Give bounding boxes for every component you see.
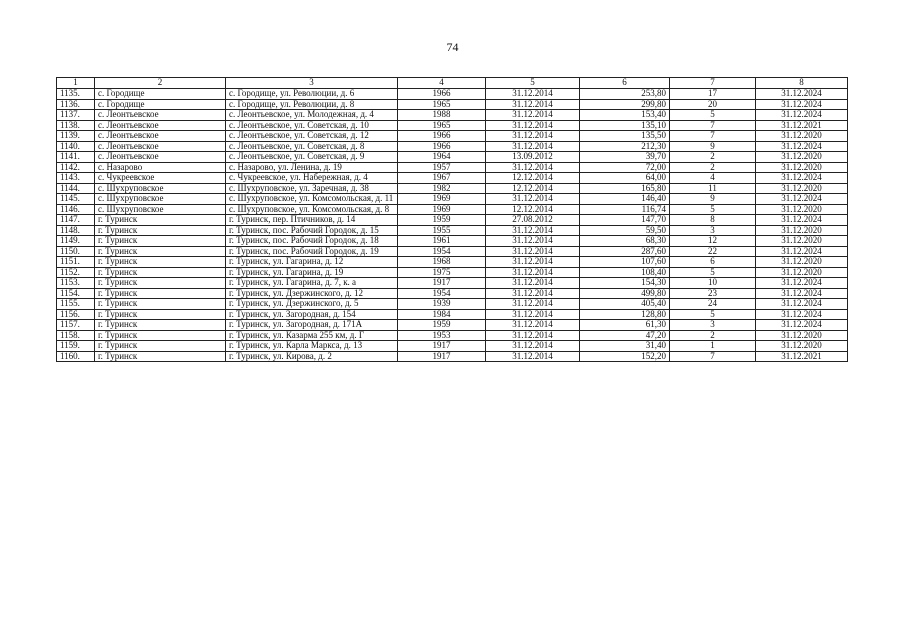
residents-count-cell: 23: [670, 288, 756, 299]
settlement-name-cell: с. Шухруповское: [95, 204, 226, 215]
row-number-cell: 1154.: [57, 288, 95, 299]
settlement-name-cell: г. Туринск: [95, 330, 226, 341]
address-cell: г. Туринск, ул. Дзержинского, д. 5: [226, 299, 398, 310]
residents-count-cell: 3: [670, 225, 756, 236]
survey-date-cell: 31.12.2014: [486, 225, 580, 236]
survey-date-cell: 31.12.2014: [486, 278, 580, 289]
build-year-cell: 1969: [398, 194, 486, 205]
address-cell: с. Назарово, ул. Ленина, д. 19: [226, 162, 398, 173]
area-cell: 64,00: [580, 173, 670, 184]
deadline-date-cell: 31.12.2024: [756, 278, 848, 289]
build-year-cell: 1917: [398, 341, 486, 352]
table-row: [57, 246, 848, 257]
build-year-cell: 1961: [398, 236, 486, 247]
residents-count-cell: 7: [670, 131, 756, 142]
residents-count-cell: 2: [670, 162, 756, 173]
table-row: [57, 141, 848, 152]
row-number-cell: 1152.: [57, 267, 95, 278]
address-cell: с. Чукреевское, ул. Набережная, д. 4: [226, 173, 398, 184]
area-cell: 499,80: [580, 288, 670, 299]
address-cell: с. Леонтьевское, ул. Советская, д. 12: [226, 131, 398, 142]
address-cell: г. Туринск, ул. Загородная, д. 154: [226, 309, 398, 320]
settlement-name-cell: с. Леонтьевское: [95, 141, 226, 152]
deadline-date-cell: 31.12.2020: [756, 162, 848, 173]
area-cell: 72,00: [580, 162, 670, 173]
row-number-cell: 1138.: [57, 120, 95, 131]
residents-count-cell: 5: [670, 267, 756, 278]
address-cell: г. Туринск, пер. Птичников, д. 14: [226, 215, 398, 226]
row-number-cell: 1147.: [57, 215, 95, 226]
survey-date-cell: 31.12.2014: [486, 351, 580, 362]
area-cell: 116,74: [580, 204, 670, 215]
table-row: [57, 204, 848, 215]
area-cell: 287,60: [580, 246, 670, 257]
row-number-cell: 1135.: [57, 89, 95, 100]
deadline-date-cell: 31.12.2020: [756, 131, 848, 142]
table-row: [57, 99, 848, 110]
settlement-name-cell: с. Леонтьевское: [95, 120, 226, 131]
address-cell: г. Туринск, ул. Загородная, д. 171А: [226, 320, 398, 331]
column-header: 7: [670, 78, 756, 89]
residents-count-cell: 22: [670, 246, 756, 257]
survey-date-cell: 31.12.2014: [486, 162, 580, 173]
deadline-date-cell: 31.12.2020: [756, 257, 848, 268]
settlement-name-cell: г. Туринск: [95, 288, 226, 299]
settlement-name-cell: г. Туринск: [95, 267, 226, 278]
residents-count-cell: 3: [670, 320, 756, 331]
address-cell: г. Туринск, ул. Гагарина, д. 7, к. а: [226, 278, 398, 289]
address-cell: г. Туринск, ул. Кирова, д. 2: [226, 351, 398, 362]
settlement-name-cell: г. Туринск: [95, 236, 226, 247]
table-row: [57, 236, 848, 247]
row-number-cell: 1136.: [57, 99, 95, 110]
table-row: [57, 330, 848, 341]
table-row: [57, 225, 848, 236]
area-cell: 153,40: [580, 110, 670, 121]
residents-count-cell: 4: [670, 173, 756, 184]
deadline-date-cell: 31.12.2020: [756, 267, 848, 278]
survey-date-cell: 31.12.2014: [486, 246, 580, 257]
deadline-date-cell: 31.12.2024: [756, 173, 848, 184]
column-header: 2: [95, 78, 226, 89]
residents-count-cell: 9: [670, 194, 756, 205]
deadline-date-cell: 31.12.2024: [756, 215, 848, 226]
table-row: [57, 320, 848, 331]
address-cell: с. Леонтьевское, ул. Советская, д. 8: [226, 141, 398, 152]
deadline-date-cell: 31.12.2020: [756, 341, 848, 352]
row-number-cell: 1144.: [57, 183, 95, 194]
row-number-cell: 1149.: [57, 236, 95, 247]
deadline-date-cell: 31.12.2024: [756, 246, 848, 257]
residents-count-cell: 20: [670, 99, 756, 110]
residents-count-cell: 9: [670, 141, 756, 152]
address-cell: с. Леонтьевское, ул. Молодежная, д. 4: [226, 110, 398, 121]
settlement-name-cell: с. Городище: [95, 89, 226, 100]
row-number-cell: 1142.: [57, 162, 95, 173]
row-number-cell: 1159.: [57, 341, 95, 352]
settlement-name-cell: г. Туринск: [95, 351, 226, 362]
survey-date-cell: 12.12.2014: [486, 204, 580, 215]
address-cell: с. Городище, ул. Революции, д. 8: [226, 99, 398, 110]
settlement-name-cell: с. Шухруповское: [95, 194, 226, 205]
row-number-cell: 1137.: [57, 110, 95, 121]
survey-date-cell: 12.12.2014: [486, 183, 580, 194]
area-cell: 135,10: [580, 120, 670, 131]
address-cell: г. Туринск, пос. Рабочий Городок, д. 15: [226, 225, 398, 236]
table-row: [57, 131, 848, 142]
column-header: 3: [226, 78, 398, 89]
area-cell: 165,80: [580, 183, 670, 194]
table-row: [57, 110, 848, 121]
residents-count-cell: 17: [670, 89, 756, 100]
survey-date-cell: 13.09.2012: [486, 152, 580, 163]
row-number-cell: 1141.: [57, 152, 95, 163]
table-row: [57, 288, 848, 299]
area-cell: 107,60: [580, 257, 670, 268]
address-cell: с. Шухруповское, ул. Комсомольская, д. 8: [226, 204, 398, 215]
column-header: 1: [57, 78, 95, 89]
area-cell: 135,50: [580, 131, 670, 142]
deadline-date-cell: 31.12.2020: [756, 236, 848, 247]
survey-date-cell: 31.12.2014: [486, 341, 580, 352]
build-year-cell: 1984: [398, 309, 486, 320]
build-year-cell: 1969: [398, 204, 486, 215]
build-year-cell: 1953: [398, 330, 486, 341]
residents-count-cell: 5: [670, 204, 756, 215]
residents-count-cell: 7: [670, 120, 756, 131]
residents-count-cell: 10: [670, 278, 756, 289]
area-cell: 212,30: [580, 141, 670, 152]
deadline-date-cell: 31.12.2024: [756, 320, 848, 331]
area-cell: 253,80: [580, 89, 670, 100]
table-row: [57, 267, 848, 278]
area-cell: 147,70: [580, 215, 670, 226]
address-cell: г. Туринск, ул. Гагарина, д. 19: [226, 267, 398, 278]
build-year-cell: 1964: [398, 152, 486, 163]
address-cell: г. Туринск, пос. Рабочий Городок, д. 19: [226, 246, 398, 257]
settlement-name-cell: с. Леонтьевское: [95, 131, 226, 142]
address-cell: с. Городище, ул. Революции, д. 6: [226, 89, 398, 100]
address-cell: г. Туринск, ул. Гагарина, д. 12: [226, 257, 398, 268]
table-row: [57, 89, 848, 100]
residents-count-cell: 2: [670, 152, 756, 163]
row-number-cell: 1139.: [57, 131, 95, 142]
column-header: 4: [398, 78, 486, 89]
build-year-cell: 1957: [398, 162, 486, 173]
survey-date-cell: 31.12.2014: [486, 120, 580, 131]
table-row: [57, 299, 848, 310]
survey-date-cell: 31.12.2014: [486, 320, 580, 331]
row-number-cell: 1145.: [57, 194, 95, 205]
table-row: [57, 120, 848, 131]
row-number-cell: 1146.: [57, 204, 95, 215]
settlement-name-cell: г. Туринск: [95, 341, 226, 352]
housing-registry-table: [56, 77, 848, 362]
survey-date-cell: 31.12.2014: [486, 309, 580, 320]
row-number-cell: 1160.: [57, 351, 95, 362]
residents-count-cell: 2: [670, 330, 756, 341]
settlement-name-cell: г. Туринск: [95, 246, 226, 257]
residents-count-cell: 7: [670, 351, 756, 362]
settlement-name-cell: с. Назарово: [95, 162, 226, 173]
survey-date-cell: 31.12.2014: [486, 194, 580, 205]
area-cell: 128,80: [580, 309, 670, 320]
settlement-name-cell: г. Туринск: [95, 309, 226, 320]
column-header: 6: [580, 78, 670, 89]
area-cell: 154,30: [580, 278, 670, 289]
row-number-cell: 1158.: [57, 330, 95, 341]
residents-count-cell: 5: [670, 110, 756, 121]
deadline-date-cell: 31.12.2024: [756, 299, 848, 310]
address-cell: с. Леонтьевское, ул. Советская, д. 10: [226, 120, 398, 131]
address-cell: г. Туринск, пос. Рабочий Городок, д. 18: [226, 236, 398, 247]
build-year-cell: 1968: [398, 257, 486, 268]
build-year-cell: 1954: [398, 288, 486, 299]
survey-date-cell: 31.12.2014: [486, 89, 580, 100]
area-cell: 405,40: [580, 299, 670, 310]
area-cell: 59,50: [580, 225, 670, 236]
area-cell: 108,40: [580, 267, 670, 278]
area-cell: 61,30: [580, 320, 670, 331]
build-year-cell: 1982: [398, 183, 486, 194]
survey-date-cell: 31.12.2014: [486, 236, 580, 247]
settlement-name-cell: с. Чукреевское: [95, 173, 226, 184]
deadline-date-cell: 31.12.2020: [756, 330, 848, 341]
table-row: [57, 257, 848, 268]
row-number-cell: 1156.: [57, 309, 95, 320]
deadline-date-cell: 31.12.2024: [756, 309, 848, 320]
build-year-cell: 1939: [398, 299, 486, 310]
area-cell: 39,70: [580, 152, 670, 163]
area-cell: 68,30: [580, 236, 670, 247]
settlement-name-cell: г. Туринск: [95, 299, 226, 310]
survey-date-cell: 27.08.2012: [486, 215, 580, 226]
build-year-cell: 1955: [398, 225, 486, 236]
deadline-date-cell: 31.12.2024: [756, 89, 848, 100]
table-row: [57, 351, 848, 362]
survey-date-cell: 31.12.2014: [486, 267, 580, 278]
address-cell: с. Шухруповское, ул. Заречная, д. 38: [226, 183, 398, 194]
survey-date-cell: 31.12.2014: [486, 288, 580, 299]
build-year-cell: 1917: [398, 351, 486, 362]
deadline-date-cell: 31.12.2024: [756, 99, 848, 110]
survey-date-cell: 31.12.2014: [486, 141, 580, 152]
area-cell: 146,40: [580, 194, 670, 205]
address-cell: с. Шухруповское, ул. Комсомольская, д. 11: [226, 194, 398, 205]
row-number-cell: 1150.: [57, 246, 95, 257]
table-row: [57, 183, 848, 194]
area-cell: 299,80: [580, 99, 670, 110]
address-cell: г. Туринск, ул. Казарма 255 км, д. Г: [226, 330, 398, 341]
address-cell: с. Леонтьевское, ул. Советская, д. 9: [226, 152, 398, 163]
row-number-cell: 1155.: [57, 299, 95, 310]
deadline-date-cell: 31.12.2020: [756, 152, 848, 163]
deadline-date-cell: 31.12.2020: [756, 183, 848, 194]
build-year-cell: 1966: [398, 131, 486, 142]
table-row: [57, 215, 848, 226]
build-year-cell: 1954: [398, 246, 486, 257]
row-number-cell: 1151.: [57, 257, 95, 268]
residents-count-cell: 5: [670, 309, 756, 320]
residents-count-cell: 11: [670, 183, 756, 194]
area-cell: 47,20: [580, 330, 670, 341]
page-number: 74: [446, 40, 459, 54]
settlement-name-cell: г. Туринск: [95, 320, 226, 331]
residents-count-cell: 6: [670, 257, 756, 268]
build-year-cell: 1965: [398, 120, 486, 131]
row-number-cell: 1148.: [57, 225, 95, 236]
table-row: [57, 341, 848, 352]
deadline-date-cell: 31.12.2024: [756, 194, 848, 205]
table-row: [57, 309, 848, 320]
table-row: [57, 173, 848, 184]
residents-count-cell: 1: [670, 341, 756, 352]
deadline-date-cell: 31.12.2024: [756, 141, 848, 152]
deadline-date-cell: 31.12.2024: [756, 110, 848, 121]
table-row: [57, 278, 848, 289]
address-cell: г. Туринск, ул. Карла Маркса, д. 13: [226, 341, 398, 352]
residents-count-cell: 12: [670, 236, 756, 247]
deadline-date-cell: 31.12.2021: [756, 351, 848, 362]
build-year-cell: 1966: [398, 141, 486, 152]
settlement-name-cell: с. Шухруповское: [95, 183, 226, 194]
deadline-date-cell: 31.12.2020: [756, 225, 848, 236]
survey-date-cell: 31.12.2014: [486, 257, 580, 268]
survey-date-cell: 31.12.2014: [486, 330, 580, 341]
deadline-date-cell: 31.12.2024: [756, 288, 848, 299]
survey-date-cell: 31.12.2014: [486, 299, 580, 310]
settlement-name-cell: с. Леонтьевское: [95, 152, 226, 163]
row-number-cell: 1143.: [57, 173, 95, 184]
row-number-cell: 1153.: [57, 278, 95, 289]
build-year-cell: 1988: [398, 110, 486, 121]
settlement-name-cell: г. Туринск: [95, 257, 226, 268]
settlement-name-cell: г. Туринск: [95, 225, 226, 236]
column-header: 5: [486, 78, 580, 89]
row-number-cell: 1140.: [57, 141, 95, 152]
build-year-cell: 1965: [398, 99, 486, 110]
address-cell: г. Туринск, ул. Дзержинского, д. 12: [226, 288, 398, 299]
survey-date-cell: 31.12.2014: [486, 110, 580, 121]
area-cell: 31,40: [580, 341, 670, 352]
residents-count-cell: 8: [670, 215, 756, 226]
column-header: 8: [756, 78, 848, 89]
residents-count-cell: 24: [670, 299, 756, 310]
build-year-cell: 1966: [398, 89, 486, 100]
deadline-date-cell: 31.12.2020: [756, 204, 848, 215]
settlement-name-cell: г. Туринск: [95, 215, 226, 226]
build-year-cell: 1967: [398, 173, 486, 184]
area-cell: 152,20: [580, 351, 670, 362]
table-row: [57, 194, 848, 205]
header-row: [57, 78, 848, 89]
survey-date-cell: 12.12.2014: [486, 173, 580, 184]
survey-date-cell: 31.12.2014: [486, 99, 580, 110]
deadline-date-cell: 31.12.2021: [756, 120, 848, 131]
row-number-cell: 1157.: [57, 320, 95, 331]
build-year-cell: 1959: [398, 215, 486, 226]
survey-date-cell: 31.12.2014: [486, 131, 580, 142]
build-year-cell: 1959: [398, 320, 486, 331]
build-year-cell: 1975: [398, 267, 486, 278]
table-row: [57, 152, 848, 163]
settlement-name-cell: с. Городище: [95, 99, 226, 110]
build-year-cell: 1917: [398, 278, 486, 289]
settlement-name-cell: г. Туринск: [95, 278, 226, 289]
table-row: [57, 162, 848, 173]
settlement-name-cell: с. Леонтьевское: [95, 110, 226, 121]
